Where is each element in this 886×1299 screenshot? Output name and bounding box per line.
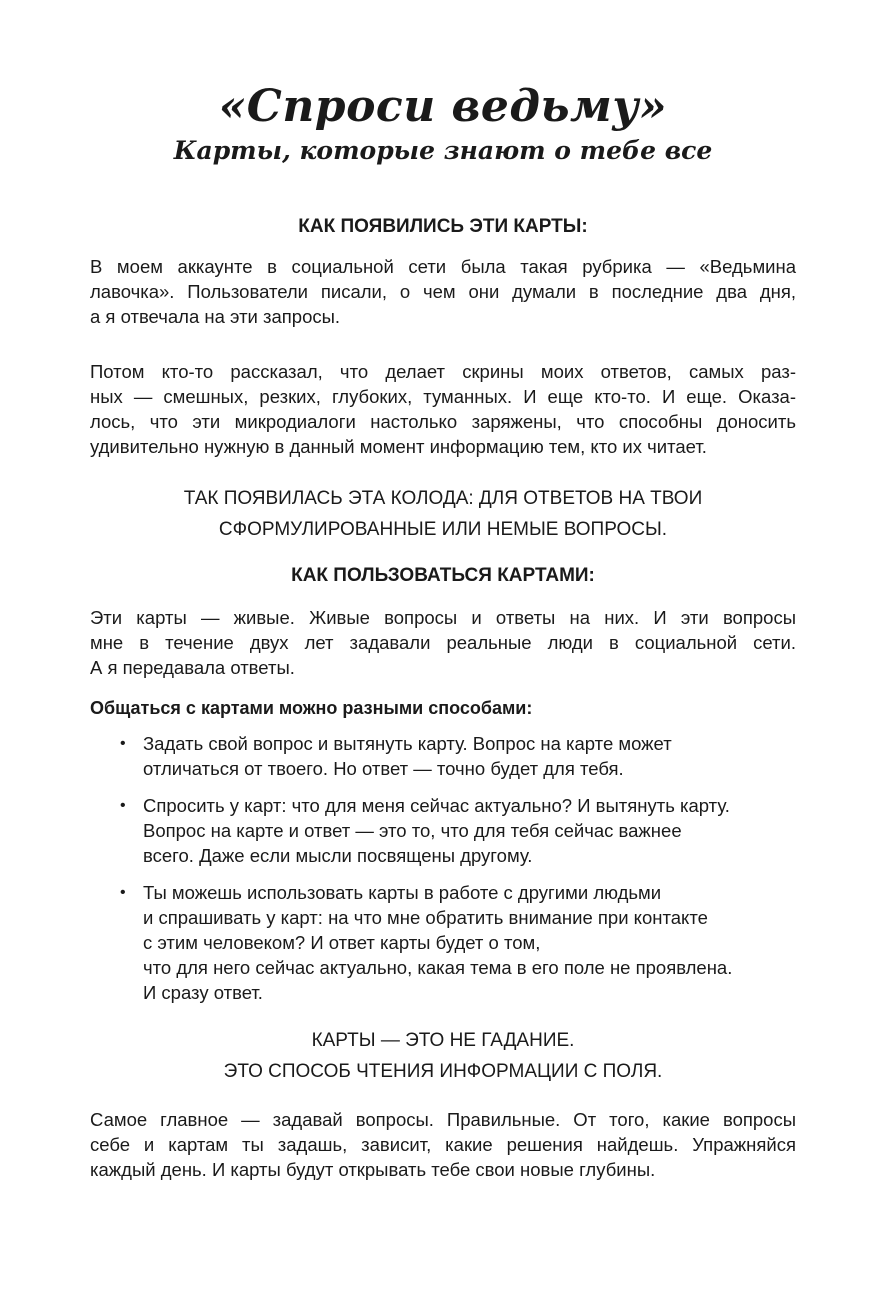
text-line: В моем аккаунте в социальной сети была такая рубрика — «Ведьмина	[90, 256, 796, 277]
bullet-icon: •	[120, 884, 126, 901]
text-line: Потом кто-то рассказал, что делает скрины моих ответов, самых раз-	[90, 361, 796, 382]
text-line: мне в течение двух лет задавали реальные люди в социальной сети.	[90, 632, 796, 653]
text-line: А я передавала ответы.	[90, 657, 295, 678]
page-title: «Спроси ведьму»	[218, 81, 668, 132]
text-line: лось, что эти микродиалоги настолько заряжены, что способны доносить	[90, 411, 796, 432]
text-line: Спросить у карт: что для меня сейчас актуально? И вытянуть карту.	[143, 795, 730, 816]
text-line: каждый день. И карты будут открывать тебе свои новые глубины.	[90, 1159, 656, 1180]
closing-paragraph	[90, 1107, 796, 1182]
text-line: Эти карты — живые. Живые вопросы и ответы на них. И эти вопросы	[90, 607, 796, 628]
origin-paragraph-1	[90, 254, 796, 329]
list-item	[90, 731, 796, 781]
methods-lead: Общаться с картами можно разными способами:	[90, 698, 533, 718]
text-line: лавочка». Пользователи писали, о чем они думали в последние два дня,	[90, 281, 796, 302]
section-heading-origin: КАК ПОЯВИЛИСЬ ЭТИ КАРТЫ:	[298, 216, 588, 237]
usage-paragraph	[90, 605, 796, 680]
text-line: И сразу ответ.	[143, 982, 263, 1003]
page-subtitle: Карты, которые знают о тебе все	[173, 136, 713, 165]
callout-line: ЭТО СПОСОБ ЧТЕНИЯ ИНФОРМАЦИИ С ПОЛЯ.	[223, 1061, 663, 1082]
origin-callout	[90, 483, 796, 545]
text-line: всего. Даже если мысли посвящены другому.	[143, 845, 533, 866]
text-line: что для него сейчас актуально, какая тема в его поле не проявлена.	[143, 957, 733, 978]
text-line: ных — смешных, резких, глубоких, туманных. И еще кто-то. И еще. Оказа-	[90, 386, 796, 407]
document-page	[90, 80, 796, 1182]
bullet-icon: •	[120, 797, 126, 814]
list-item	[90, 793, 796, 868]
text-line: Ты можешь использовать карты в работе с другими людьми	[143, 882, 662, 903]
list-item	[90, 880, 796, 1005]
text-line: Самое главное — задавай вопросы. Правильные. От того, какие вопросы	[90, 1109, 796, 1130]
usage-callout	[90, 1025, 796, 1087]
text-line: Задать свой вопрос и вытянуть карту. Вопрос на карте может	[143, 733, 672, 754]
callout-line: КАРТЫ — ЭТО НЕ ГАДАНИЕ.	[311, 1030, 575, 1051]
text-line: отличаться от твоего. Но ответ — точно будет для тебя.	[143, 758, 624, 779]
origin-paragraph-2	[90, 359, 796, 459]
callout-line: ТАК ПОЯВИЛАСЬ ЭТА КОЛОДА: ДЛЯ ОТВЕТОВ НА ТВОИ	[183, 488, 703, 509]
bullet-icon: •	[120, 735, 126, 752]
text-line: себе и картам ты задашь, зависит, какие решения найдешь. Упражняйся	[90, 1134, 796, 1155]
methods-list	[90, 731, 796, 1005]
text-line: Вопрос на карте и ответ — это то, что для тебя сейчас важнее	[143, 820, 682, 841]
text-line: удивительно нужную в данный момент информацию тем, кто их читает.	[90, 436, 707, 457]
section-heading-usage: КАК ПОЛЬЗОВАТЬСЯ КАРТАМИ:	[291, 565, 595, 586]
callout-line: СФОРМУЛИРОВАННЫЕ ИЛИ НЕМЫЕ ВОПРОСЫ.	[218, 519, 668, 540]
text-line: и спрашивать у карт: на что мне обратить внимание при контакте	[143, 907, 708, 928]
text-line: с этим человеком? И ответ карты будет о том,	[143, 932, 541, 953]
text-line: а я отвечала на эти запросы.	[90, 306, 341, 327]
